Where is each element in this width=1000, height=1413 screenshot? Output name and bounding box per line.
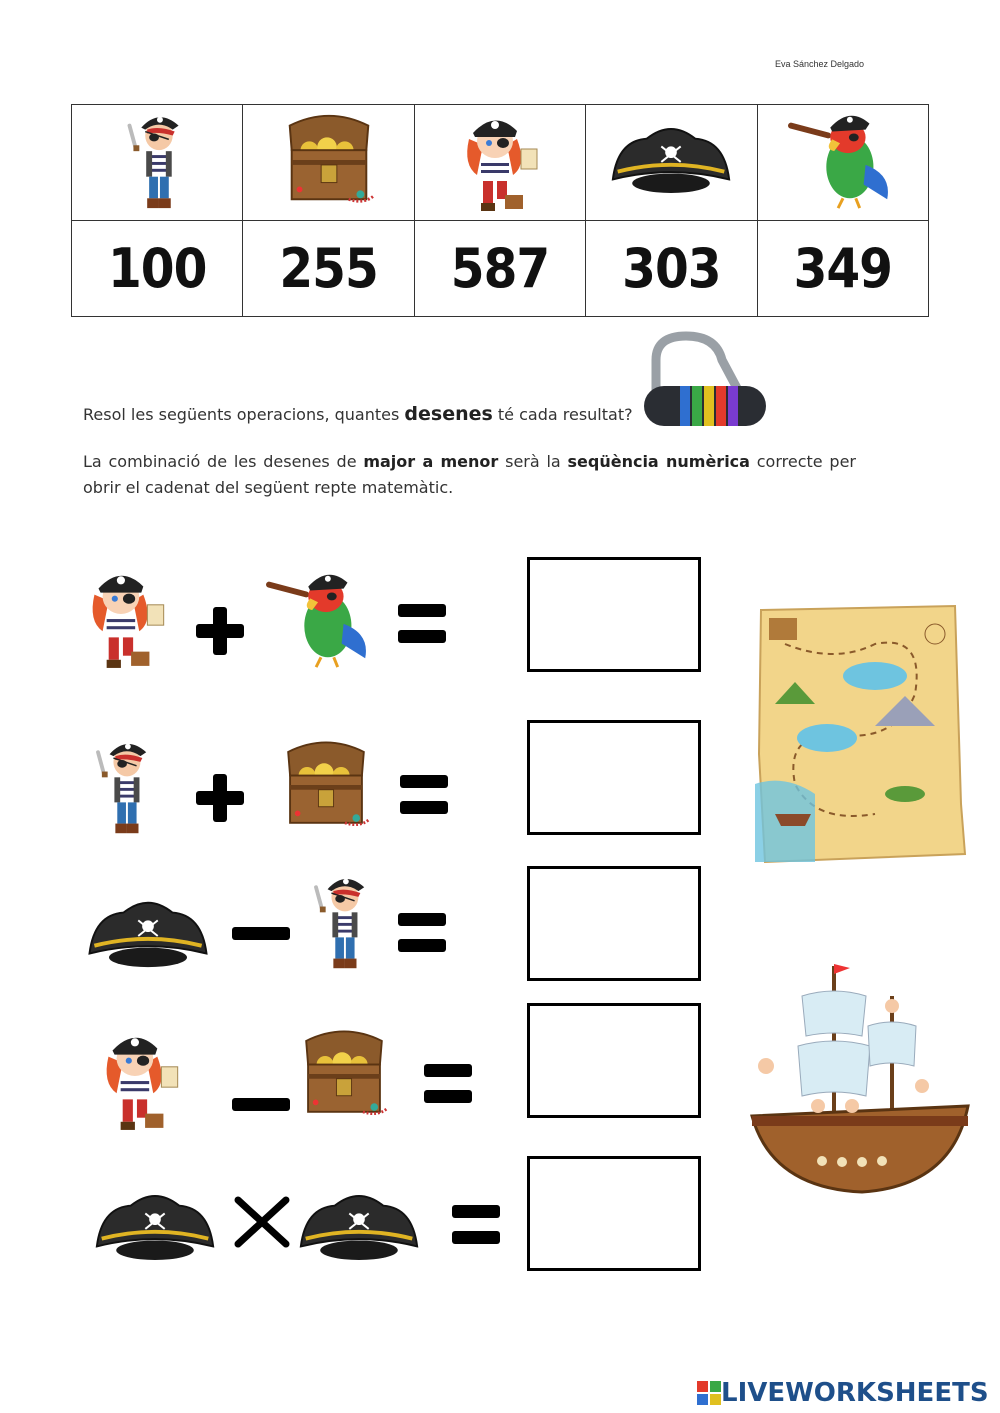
answer-box-2[interactable] <box>527 720 701 835</box>
treasure-map-icon <box>755 604 967 866</box>
equals-icon <box>452 1203 500 1247</box>
pirate-hat-icon <box>84 895 212 973</box>
girl-pirate-icon <box>454 105 546 215</box>
key-value: 100 <box>72 221 243 317</box>
boy-pirate-icon <box>127 106 187 214</box>
key-cell-icon <box>72 105 243 221</box>
key-cell-icon <box>586 105 757 221</box>
instruction-text: La combinació de les desenes de <box>83 452 364 471</box>
boy-pirate-icon <box>95 733 155 839</box>
key-value: 349 <box>757 221 928 317</box>
treasure-chest-icon <box>290 1022 398 1126</box>
key-cell-icon <box>243 105 414 221</box>
key-value: 587 <box>414 221 585 317</box>
key-value: 303 <box>586 221 757 317</box>
plus-icon <box>194 605 246 657</box>
key-cell-icon <box>757 105 928 221</box>
instruction-text: té cada resultat? <box>492 405 633 424</box>
boy-pirate-icon <box>312 868 374 974</box>
key-cell-icon <box>414 105 585 221</box>
instruction-bold: seqüència numèrica <box>567 452 750 471</box>
pirate-hat-icon <box>92 1188 218 1266</box>
author-name: Eva Sánchez Delgado <box>775 59 865 69</box>
liveworksheets-logo-icon <box>697 1381 721 1405</box>
plus-icon <box>194 772 246 824</box>
answer-box-1[interactable] <box>527 557 701 672</box>
liveworksheets-logo <box>697 1378 989 1408</box>
minus-icon <box>232 1097 290 1113</box>
answer-box-4[interactable] <box>527 1003 701 1118</box>
treasure-chest-icon <box>279 106 379 214</box>
instruction-text: correcte per obrir el cadenat del següent repte matemàtic. <box>83 452 856 497</box>
parrot-pirate-icon <box>785 106 901 214</box>
equals-icon <box>398 911 446 955</box>
equals-icon <box>424 1062 472 1106</box>
treasure-chest-icon <box>272 733 380 837</box>
padlock-icon <box>638 330 773 430</box>
liveworksheets-logo-text: LIVEWORKSHEETS <box>721 1378 989 1408</box>
girl-pirate-icon <box>80 560 172 672</box>
equals-icon <box>400 773 448 817</box>
girl-pirate-icon <box>92 1022 188 1134</box>
answer-box-5[interactable] <box>527 1156 701 1271</box>
key-table <box>71 104 929 317</box>
parrot-pirate-icon <box>262 565 380 673</box>
equals-icon <box>398 602 446 646</box>
instruction-paragraph <box>83 449 856 501</box>
instruction-bold: major a menor <box>363 452 499 471</box>
times-icon <box>234 1196 290 1248</box>
answer-box-3[interactable] <box>527 866 701 981</box>
pirate-ship-icon <box>742 956 976 1200</box>
instruction-line-1 <box>83 403 633 425</box>
pirate-hat-icon <box>296 1188 422 1266</box>
minus-icon <box>232 926 290 942</box>
instruction-bold: desenes <box>404 403 493 425</box>
instruction-text: serà la <box>498 452 568 471</box>
pirate-hat-icon <box>608 121 734 199</box>
instruction-text: Resol les següents operacions, quantes <box>83 405 405 424</box>
key-value: 255 <box>243 221 414 317</box>
